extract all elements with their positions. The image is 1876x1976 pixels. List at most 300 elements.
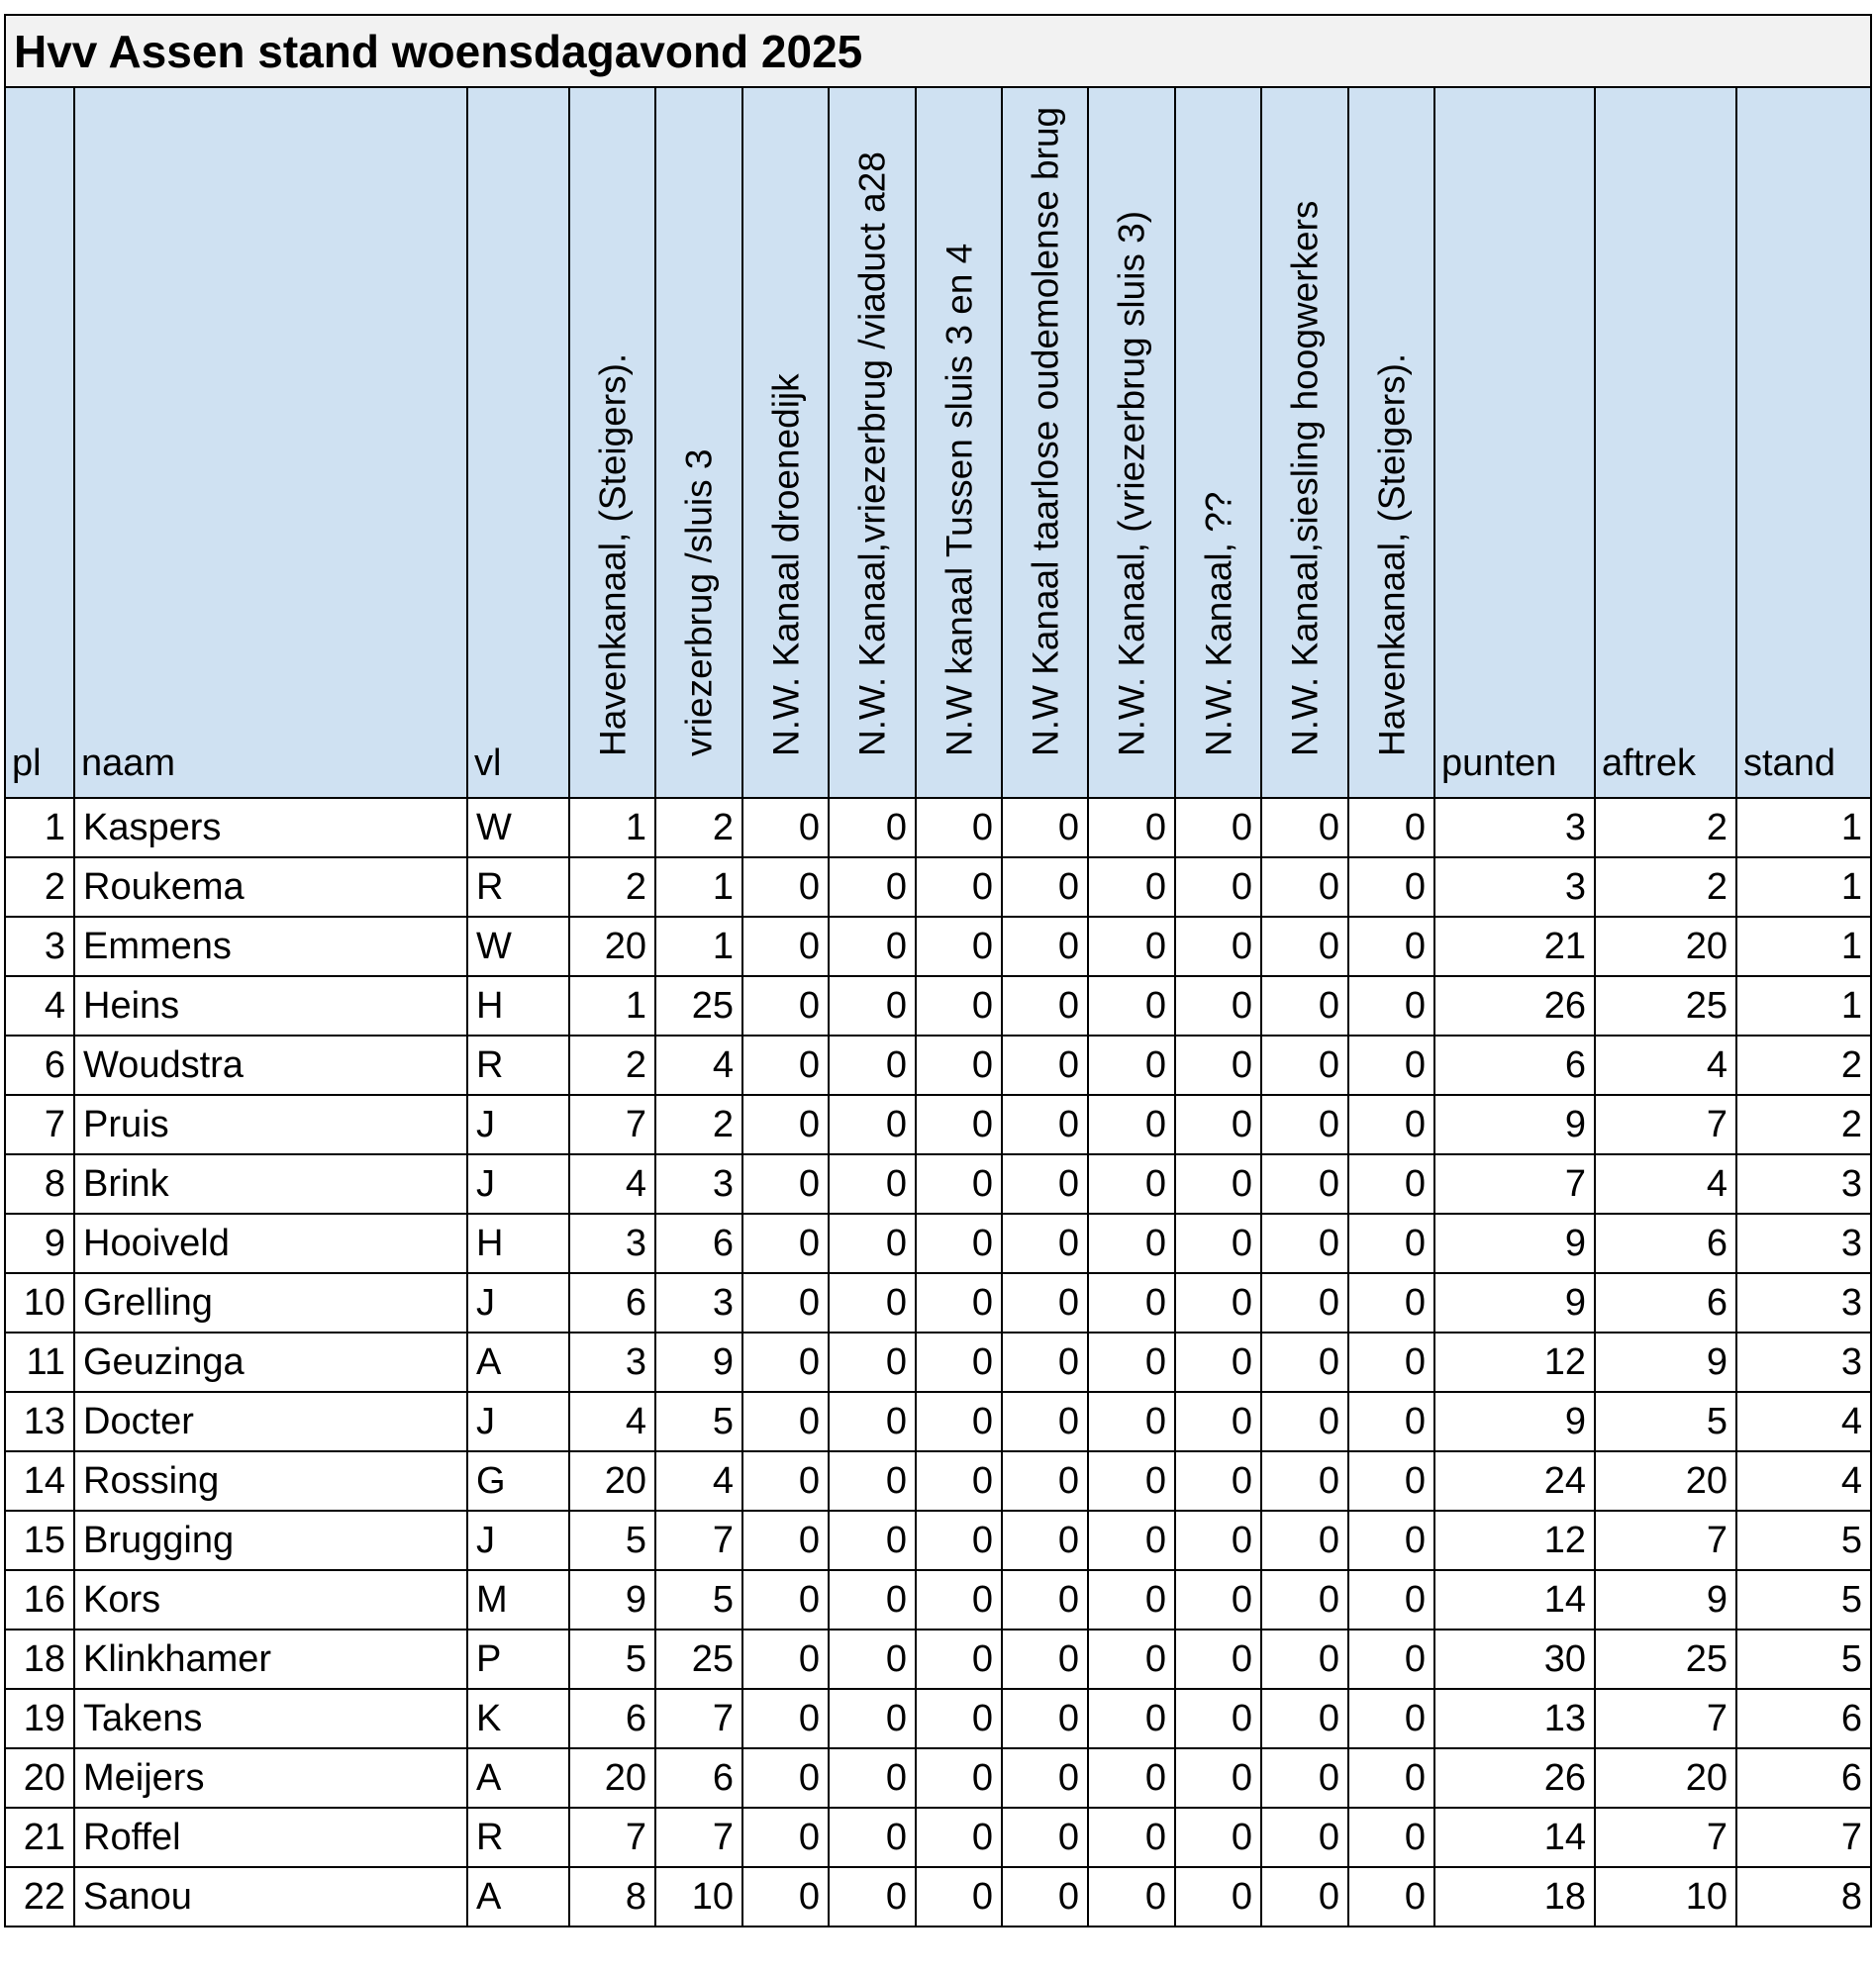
- cell-round-10: 0: [1348, 1570, 1434, 1630]
- cell-round-7: 0: [1088, 917, 1175, 976]
- cell-round-4: 0: [829, 1451, 916, 1511]
- cell-round-9: 0: [1261, 1630, 1348, 1689]
- cell-round-9: 0: [1261, 1392, 1348, 1451]
- cell-vl: J: [467, 1273, 569, 1333]
- cell-round-6: 0: [1002, 1154, 1088, 1214]
- cell-aftrek: 20: [1595, 1748, 1736, 1808]
- cell-round-3: 0: [742, 1511, 829, 1570]
- header-naam: naam: [74, 87, 467, 798]
- cell-pl: 18: [5, 1630, 74, 1689]
- cell-round-1: 4: [569, 1392, 655, 1451]
- table-row: [5, 1689, 1871, 1748]
- cell-aftrek: 5: [1595, 1392, 1736, 1451]
- cell-round-10: 0: [1348, 1867, 1434, 1927]
- cell-naam: Kaspers: [74, 798, 467, 857]
- cell-round-1: 7: [569, 1808, 655, 1867]
- cell-pl: 8: [5, 1154, 74, 1214]
- cell-stand: 2: [1736, 1036, 1871, 1095]
- cell-round-6: 0: [1002, 1273, 1088, 1333]
- cell-round-6: 0: [1002, 1867, 1088, 1927]
- cell-round-5: 0: [916, 1808, 1002, 1867]
- header-aftrek: aftrek: [1595, 87, 1736, 798]
- header-vl: vl: [467, 87, 569, 798]
- table-row: [5, 1036, 1871, 1095]
- cell-aftrek: 7: [1595, 1511, 1736, 1570]
- cell-round-10: 0: [1348, 1630, 1434, 1689]
- cell-naam: Brugging: [74, 1511, 467, 1570]
- cell-round-10: 0: [1348, 1214, 1434, 1273]
- cell-pl: 4: [5, 976, 74, 1036]
- cell-naam: Takens: [74, 1689, 467, 1748]
- cell-round-10: 0: [1348, 1154, 1434, 1214]
- cell-round-5: 0: [916, 857, 1002, 917]
- cell-round-2: 6: [655, 1214, 742, 1273]
- cell-round-6: 0: [1002, 976, 1088, 1036]
- cell-aftrek: 2: [1595, 798, 1736, 857]
- cell-round-2: 5: [655, 1392, 742, 1451]
- cell-aftrek: 7: [1595, 1689, 1736, 1748]
- cell-round-1: 6: [569, 1689, 655, 1748]
- cell-round-6: 0: [1002, 1808, 1088, 1867]
- cell-round-4: 0: [829, 798, 916, 857]
- cell-round-8: 0: [1175, 1689, 1261, 1748]
- cell-stand: 4: [1736, 1392, 1871, 1451]
- cell-aftrek: 6: [1595, 1273, 1736, 1333]
- cell-vl: J: [467, 1511, 569, 1570]
- cell-punten: 21: [1434, 917, 1595, 976]
- table-row: [5, 917, 1871, 976]
- cell-vl: J: [467, 1095, 569, 1154]
- cell-aftrek: 7: [1595, 1095, 1736, 1154]
- cell-round-10: 0: [1348, 798, 1434, 857]
- cell-round-3: 0: [742, 1808, 829, 1867]
- cell-punten: 12: [1434, 1511, 1595, 1570]
- cell-round-4: 0: [829, 1748, 916, 1808]
- cell-stand: 3: [1736, 1333, 1871, 1392]
- header-round-8: N.W. Kanaal, ??: [1175, 87, 1261, 798]
- header-punten: punten: [1434, 87, 1595, 798]
- cell-round-4: 0: [829, 1392, 916, 1451]
- cell-round-9: 0: [1261, 1451, 1348, 1511]
- cell-stand: 5: [1736, 1630, 1871, 1689]
- cell-round-7: 0: [1088, 1689, 1175, 1748]
- cell-round-7: 0: [1088, 1451, 1175, 1511]
- header-round-6: N.W Kanaal taarlose oudemolense brug: [1002, 87, 1088, 798]
- cell-round-9: 0: [1261, 1748, 1348, 1808]
- cell-punten: 14: [1434, 1570, 1595, 1630]
- cell-round-8: 0: [1175, 1154, 1261, 1214]
- cell-round-1: 8: [569, 1867, 655, 1927]
- cell-round-5: 0: [916, 1273, 1002, 1333]
- cell-round-2: 5: [655, 1570, 742, 1630]
- cell-round-4: 0: [829, 857, 916, 917]
- cell-round-10: 0: [1348, 1333, 1434, 1392]
- cell-round-4: 0: [829, 1630, 916, 1689]
- cell-round-1: 5: [569, 1511, 655, 1570]
- cell-punten: 7: [1434, 1154, 1595, 1214]
- cell-round-7: 0: [1088, 1748, 1175, 1808]
- cell-round-4: 0: [829, 1689, 916, 1748]
- header-round-10: Havenkanaal, (Steigers).: [1348, 87, 1434, 798]
- cell-stand: 1: [1736, 798, 1871, 857]
- table-row: [5, 1570, 1871, 1630]
- cell-naam: Roukema: [74, 857, 467, 917]
- cell-round-5: 0: [916, 1451, 1002, 1511]
- cell-round-9: 0: [1261, 1511, 1348, 1570]
- standings-sheet: [4, 14, 1872, 1927]
- cell-naam: Emmens: [74, 917, 467, 976]
- header-pl: pl: [5, 87, 74, 798]
- cell-round-6: 0: [1002, 1036, 1088, 1095]
- cell-naam: Grelling: [74, 1273, 467, 1333]
- table-row: [5, 1808, 1871, 1867]
- cell-round-4: 0: [829, 1214, 916, 1273]
- cell-round-8: 0: [1175, 798, 1261, 857]
- cell-round-6: 0: [1002, 1570, 1088, 1630]
- cell-round-4: 0: [829, 976, 916, 1036]
- table-row: [5, 798, 1871, 857]
- header-round-7: N.W. Kanaal, (vriezerbrug sluis 3): [1088, 87, 1175, 798]
- cell-punten: 13: [1434, 1689, 1595, 1748]
- cell-round-2: 7: [655, 1511, 742, 1570]
- table-row: [5, 1333, 1871, 1392]
- cell-vl: A: [467, 1333, 569, 1392]
- cell-round-8: 0: [1175, 976, 1261, 1036]
- cell-vl: H: [467, 976, 569, 1036]
- table-row: [5, 1867, 1871, 1927]
- cell-round-2: 10: [655, 1867, 742, 1927]
- cell-round-3: 0: [742, 1689, 829, 1748]
- cell-pl: 3: [5, 917, 74, 976]
- cell-pl: 1: [5, 798, 74, 857]
- cell-round-8: 0: [1175, 1333, 1261, 1392]
- table-row: [5, 1214, 1871, 1273]
- cell-pl: 20: [5, 1748, 74, 1808]
- cell-round-3: 0: [742, 976, 829, 1036]
- cell-round-7: 0: [1088, 1808, 1175, 1867]
- cell-round-7: 0: [1088, 1630, 1175, 1689]
- cell-vl: J: [467, 1154, 569, 1214]
- cell-round-10: 0: [1348, 1095, 1434, 1154]
- cell-round-6: 0: [1002, 857, 1088, 917]
- cell-round-2: 2: [655, 1095, 742, 1154]
- cell-round-6: 0: [1002, 917, 1088, 976]
- cell-pl: 22: [5, 1867, 74, 1927]
- cell-round-5: 0: [916, 1214, 1002, 1273]
- cell-round-5: 0: [916, 1392, 1002, 1451]
- cell-round-6: 0: [1002, 1333, 1088, 1392]
- cell-vl: W: [467, 798, 569, 857]
- cell-round-3: 0: [742, 1214, 829, 1273]
- cell-aftrek: 7: [1595, 1808, 1736, 1867]
- cell-round-4: 0: [829, 1333, 916, 1392]
- cell-round-8: 0: [1175, 1095, 1261, 1154]
- cell-round-3: 0: [742, 1630, 829, 1689]
- cell-vl: M: [467, 1570, 569, 1630]
- cell-round-2: 25: [655, 1630, 742, 1689]
- cell-round-2: 3: [655, 1154, 742, 1214]
- cell-vl: R: [467, 1036, 569, 1095]
- cell-punten: 3: [1434, 798, 1595, 857]
- cell-vl: P: [467, 1630, 569, 1689]
- header-round-4: N.W. Kanaal,vriezerbrug /viaduct a28: [829, 87, 916, 798]
- cell-round-10: 0: [1348, 1689, 1434, 1748]
- cell-round-6: 0: [1002, 1392, 1088, 1451]
- header-round-9: N.W. Kanaal,siesling hoogwerkers: [1261, 87, 1348, 798]
- cell-round-7: 0: [1088, 1036, 1175, 1095]
- cell-punten: 26: [1434, 976, 1595, 1036]
- cell-round-10: 0: [1348, 976, 1434, 1036]
- cell-round-7: 0: [1088, 1095, 1175, 1154]
- cell-stand: 3: [1736, 1214, 1871, 1273]
- cell-pl: 9: [5, 1214, 74, 1273]
- cell-stand: 3: [1736, 1154, 1871, 1214]
- cell-round-2: 1: [655, 917, 742, 976]
- header-round-5: N.W kanaal Tussen sluis 3 en 4: [916, 87, 1002, 798]
- cell-stand: 1: [1736, 976, 1871, 1036]
- cell-round-6: 0: [1002, 1689, 1088, 1748]
- cell-pl: 19: [5, 1689, 74, 1748]
- cell-vl: G: [467, 1451, 569, 1511]
- cell-round-6: 0: [1002, 1214, 1088, 1273]
- cell-pl: 14: [5, 1451, 74, 1511]
- cell-punten: 12: [1434, 1333, 1595, 1392]
- cell-round-1: 20: [569, 1748, 655, 1808]
- cell-round-7: 0: [1088, 1214, 1175, 1273]
- cell-round-9: 0: [1261, 1570, 1348, 1630]
- cell-round-9: 0: [1261, 1214, 1348, 1273]
- table-row: [5, 1630, 1871, 1689]
- cell-stand: 8: [1736, 1867, 1871, 1927]
- cell-round-1: 6: [569, 1273, 655, 1333]
- cell-round-1: 9: [569, 1570, 655, 1630]
- cell-naam: Roffel: [74, 1808, 467, 1867]
- cell-round-2: 25: [655, 976, 742, 1036]
- cell-aftrek: 9: [1595, 1570, 1736, 1630]
- cell-naam: Pruis: [74, 1095, 467, 1154]
- cell-round-7: 0: [1088, 1333, 1175, 1392]
- header-round-3: N.W. Kanaal droenedijk: [742, 87, 829, 798]
- cell-round-10: 0: [1348, 1511, 1434, 1570]
- cell-pl: 6: [5, 1036, 74, 1095]
- table-row: [5, 1748, 1871, 1808]
- cell-round-6: 0: [1002, 798, 1088, 857]
- cell-round-3: 0: [742, 1333, 829, 1392]
- cell-naam: Meijers: [74, 1748, 467, 1808]
- cell-round-10: 0: [1348, 1808, 1434, 1867]
- header-row: [5, 87, 1871, 798]
- cell-stand: 7: [1736, 1808, 1871, 1867]
- cell-round-4: 0: [829, 917, 916, 976]
- cell-round-7: 0: [1088, 976, 1175, 1036]
- cell-aftrek: 25: [1595, 976, 1736, 1036]
- cell-stand: 1: [1736, 857, 1871, 917]
- cell-round-9: 0: [1261, 798, 1348, 857]
- cell-round-5: 0: [916, 1689, 1002, 1748]
- cell-round-1: 1: [569, 976, 655, 1036]
- sheet-title: Hvv Assen stand woensdagavond 2025: [5, 15, 1871, 87]
- cell-round-6: 0: [1002, 1748, 1088, 1808]
- cell-naam: Brink: [74, 1154, 467, 1214]
- cell-round-6: 0: [1002, 1630, 1088, 1689]
- cell-naam: Geuzinga: [74, 1333, 467, 1392]
- table-row: [5, 1095, 1871, 1154]
- cell-round-9: 0: [1261, 917, 1348, 976]
- cell-round-5: 0: [916, 976, 1002, 1036]
- cell-round-8: 0: [1175, 1630, 1261, 1689]
- cell-round-5: 0: [916, 1511, 1002, 1570]
- cell-round-1: 7: [569, 1095, 655, 1154]
- header-round-2: vriezerbrug /sluis 3: [655, 87, 742, 798]
- cell-round-4: 0: [829, 1808, 916, 1867]
- cell-pl: 21: [5, 1808, 74, 1867]
- cell-round-10: 0: [1348, 857, 1434, 917]
- cell-vl: A: [467, 1867, 569, 1927]
- cell-round-3: 0: [742, 1273, 829, 1333]
- cell-round-3: 0: [742, 1867, 829, 1927]
- cell-punten: 26: [1434, 1748, 1595, 1808]
- header-stand: stand: [1736, 87, 1871, 798]
- cell-round-8: 0: [1175, 1867, 1261, 1927]
- cell-round-8: 0: [1175, 1451, 1261, 1511]
- cell-aftrek: 25: [1595, 1630, 1736, 1689]
- cell-vl: A: [467, 1748, 569, 1808]
- cell-stand: 6: [1736, 1689, 1871, 1748]
- cell-round-5: 0: [916, 798, 1002, 857]
- cell-round-3: 0: [742, 1748, 829, 1808]
- cell-pl: 15: [5, 1511, 74, 1570]
- standings-body: [5, 798, 1871, 1927]
- cell-round-9: 0: [1261, 1154, 1348, 1214]
- cell-round-1: 5: [569, 1630, 655, 1689]
- cell-round-10: 0: [1348, 1036, 1434, 1095]
- cell-round-9: 0: [1261, 857, 1348, 917]
- cell-round-2: 1: [655, 857, 742, 917]
- cell-round-6: 0: [1002, 1511, 1088, 1570]
- cell-naam: Sanou: [74, 1867, 467, 1927]
- cell-round-8: 0: [1175, 917, 1261, 976]
- cell-round-3: 0: [742, 1451, 829, 1511]
- table-row: [5, 857, 1871, 917]
- cell-punten: 9: [1434, 1392, 1595, 1451]
- cell-round-1: 20: [569, 1451, 655, 1511]
- cell-round-5: 0: [916, 1570, 1002, 1630]
- cell-round-4: 0: [829, 1273, 916, 1333]
- cell-pl: 10: [5, 1273, 74, 1333]
- cell-aftrek: 20: [1595, 1451, 1736, 1511]
- cell-round-10: 0: [1348, 1748, 1434, 1808]
- cell-round-7: 0: [1088, 798, 1175, 857]
- cell-round-8: 0: [1175, 1570, 1261, 1630]
- cell-round-7: 0: [1088, 1154, 1175, 1214]
- cell-naam: Docter: [74, 1392, 467, 1451]
- cell-pl: 16: [5, 1570, 74, 1630]
- cell-round-8: 0: [1175, 857, 1261, 917]
- cell-round-7: 0: [1088, 857, 1175, 917]
- cell-round-7: 0: [1088, 1511, 1175, 1570]
- cell-round-8: 0: [1175, 1273, 1261, 1333]
- cell-aftrek: 10: [1595, 1867, 1736, 1927]
- cell-round-7: 0: [1088, 1570, 1175, 1630]
- cell-pl: 2: [5, 857, 74, 917]
- cell-punten: 9: [1434, 1273, 1595, 1333]
- cell-naam: Kors: [74, 1570, 467, 1630]
- cell-round-8: 0: [1175, 1748, 1261, 1808]
- cell-round-9: 0: [1261, 1808, 1348, 1867]
- cell-stand: 2: [1736, 1095, 1871, 1154]
- cell-round-2: 7: [655, 1808, 742, 1867]
- cell-round-8: 0: [1175, 1036, 1261, 1095]
- cell-round-5: 0: [916, 1036, 1002, 1095]
- cell-round-9: 0: [1261, 976, 1348, 1036]
- cell-aftrek: 6: [1595, 1214, 1736, 1273]
- cell-round-6: 0: [1002, 1095, 1088, 1154]
- cell-round-3: 0: [742, 1392, 829, 1451]
- cell-round-9: 0: [1261, 1689, 1348, 1748]
- cell-round-4: 0: [829, 1036, 916, 1095]
- cell-punten: 9: [1434, 1095, 1595, 1154]
- cell-round-7: 0: [1088, 1392, 1175, 1451]
- cell-round-8: 0: [1175, 1392, 1261, 1451]
- cell-round-2: 7: [655, 1689, 742, 1748]
- cell-vl: H: [467, 1214, 569, 1273]
- cell-punten: 9: [1434, 1214, 1595, 1273]
- cell-round-1: 2: [569, 1036, 655, 1095]
- cell-round-10: 0: [1348, 917, 1434, 976]
- cell-round-8: 0: [1175, 1214, 1261, 1273]
- cell-aftrek: 2: [1595, 857, 1736, 917]
- table-row: [5, 1392, 1871, 1451]
- cell-vl: J: [467, 1392, 569, 1451]
- cell-round-9: 0: [1261, 1333, 1348, 1392]
- cell-stand: 5: [1736, 1570, 1871, 1630]
- cell-stand: 3: [1736, 1273, 1871, 1333]
- cell-stand: 6: [1736, 1748, 1871, 1808]
- cell-punten: 6: [1434, 1036, 1595, 1095]
- cell-round-10: 0: [1348, 1451, 1434, 1511]
- cell-round-9: 0: [1261, 1036, 1348, 1095]
- cell-round-3: 0: [742, 1095, 829, 1154]
- cell-naam: Heins: [74, 976, 467, 1036]
- cell-punten: 24: [1434, 1451, 1595, 1511]
- cell-round-5: 0: [916, 917, 1002, 976]
- cell-naam: Hooiveld: [74, 1214, 467, 1273]
- cell-round-9: 0: [1261, 1273, 1348, 1333]
- table-row: [5, 1511, 1871, 1570]
- cell-round-7: 0: [1088, 1273, 1175, 1333]
- cell-vl: K: [467, 1689, 569, 1748]
- cell-aftrek: 4: [1595, 1036, 1736, 1095]
- cell-pl: 13: [5, 1392, 74, 1451]
- cell-naam: Rossing: [74, 1451, 467, 1511]
- cell-punten: 30: [1434, 1630, 1595, 1689]
- cell-round-1: 3: [569, 1333, 655, 1392]
- cell-round-3: 0: [742, 917, 829, 976]
- cell-round-4: 0: [829, 1570, 916, 1630]
- cell-punten: 14: [1434, 1808, 1595, 1867]
- cell-round-3: 0: [742, 1154, 829, 1214]
- cell-round-6: 0: [1002, 1451, 1088, 1511]
- cell-stand: 5: [1736, 1511, 1871, 1570]
- cell-round-2: 4: [655, 1451, 742, 1511]
- table-row: [5, 1451, 1871, 1511]
- cell-aftrek: 9: [1595, 1333, 1736, 1392]
- table-row: [5, 976, 1871, 1036]
- cell-round-10: 0: [1348, 1273, 1434, 1333]
- cell-round-3: 0: [742, 1570, 829, 1630]
- cell-round-1: 1: [569, 798, 655, 857]
- cell-round-5: 0: [916, 1333, 1002, 1392]
